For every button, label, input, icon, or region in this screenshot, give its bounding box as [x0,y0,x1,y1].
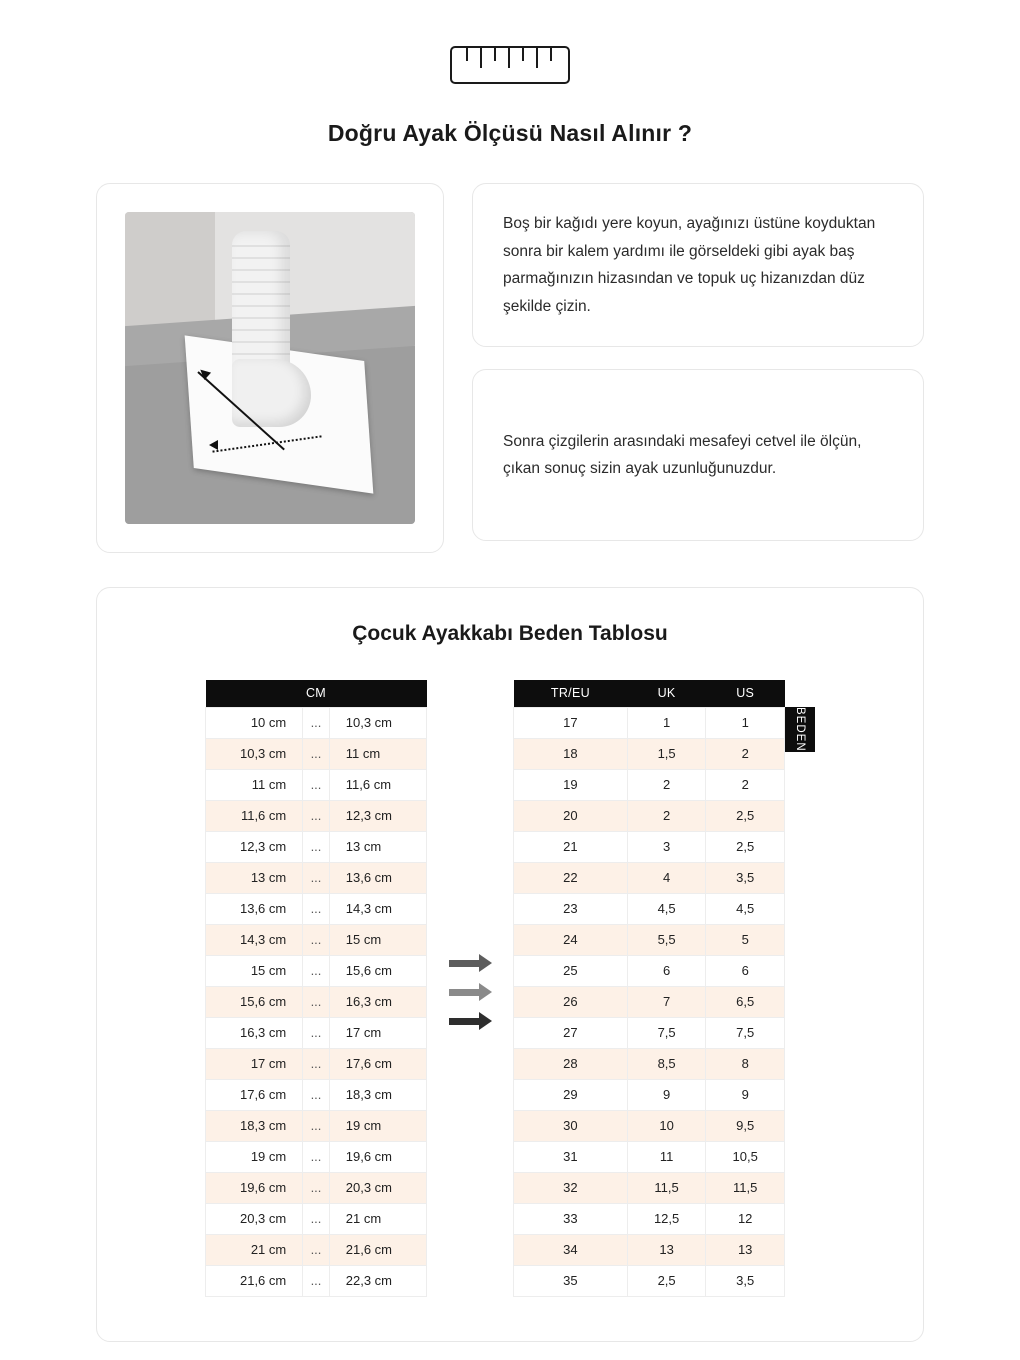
table-row [206,707,427,738]
table-row [514,738,785,769]
size-cell-uk: 11 [627,1141,706,1172]
size-cell-tr-eu: 19 [514,769,628,800]
cm-min-cell: 19,6 cm [206,1172,303,1203]
cm-min-cell: 19 cm [206,1141,303,1172]
size-cell-tr-eu: 33 [514,1203,628,1234]
size-cell-uk: 13 [627,1234,706,1265]
table-row [206,924,427,955]
size-cell-uk: 1 [627,707,706,738]
page-title: Doğru Ayak Ölçüsü Nasıl Alınır ? [327,120,693,146]
size-table-header-2: US [706,680,785,707]
table-row [514,1141,785,1172]
size-cell-us: 1 [706,707,785,738]
table-row [206,1079,427,1110]
size-table-card [96,587,924,1342]
table-row [514,1079,785,1110]
cm-max-cell: 16,3 cm [329,986,426,1017]
cm-separator-cell: ... [303,769,330,800]
size-cell-uk: 1,5 [627,738,706,769]
cm-max-cell: 17 cm [329,1017,426,1048]
cm-min-cell: 10 cm [206,707,303,738]
size-cell-us: 7,5 [706,1017,785,1048]
cm-separator-cell: ... [303,1172,330,1203]
cm-separator-cell: ... [303,1203,330,1234]
table-row [206,1048,427,1079]
instruction-texts [472,183,924,541]
cm-max-cell: 17,6 cm [329,1048,426,1079]
foot-measure-photo [125,212,415,524]
table-row [206,1172,427,1203]
size-table-header-0: TR/EU [514,680,628,707]
table-row [514,1048,785,1079]
table-row [514,893,785,924]
cm-max-cell: 21 cm [329,1203,426,1234]
size-cell-tr-eu: 28 [514,1048,628,1079]
size-cell-us: 2 [706,769,785,800]
table-row [206,986,427,1017]
cm-min-cell: 11 cm [206,769,303,800]
table-row [206,1017,427,1048]
size-cell-uk: 5,5 [627,924,706,955]
cm-min-cell: 13 cm [206,862,303,893]
cm-min-cell: 10,3 cm [206,738,303,769]
instruction-image-card [96,183,444,553]
size-cell-us: 2,5 [706,800,785,831]
table-row [514,800,785,831]
size-cell-tr-eu: 34 [514,1234,628,1265]
table-row [514,769,785,800]
cm-separator-cell: ... [303,862,330,893]
cm-min-cell: 20,3 cm [206,1203,303,1234]
cm-min-cell: 14,3 cm [206,924,303,955]
cm-max-cell: 21,6 cm [329,1234,426,1265]
cm-separator-cell: ... [303,1110,330,1141]
table-row [206,1110,427,1141]
table-row [206,1234,427,1265]
cm-min-cell: 18,3 cm [206,1110,303,1141]
table-row [514,986,785,1017]
cm-table [205,680,427,1297]
size-cell-tr-eu: 26 [514,986,628,1017]
cm-max-cell: 11 cm [329,738,426,769]
table-row [206,955,427,986]
size-cell-tr-eu: 21 [514,831,628,862]
size-cell-tr-eu: 32 [514,1172,628,1203]
table-row [206,831,427,862]
arrows-group [427,954,513,1030]
instruction-step-2 [472,369,924,541]
cm-min-cell: 17,6 cm [206,1079,303,1110]
table-row [514,707,785,738]
size-cell-us: 3,5 [706,862,785,893]
cm-min-cell: 21 cm [206,1234,303,1265]
size-cell-tr-eu: 35 [514,1265,628,1296]
size-cell-us: 8 [706,1048,785,1079]
cm-max-cell: 12,3 cm [329,800,426,831]
cm-max-cell: 19,6 cm [329,1141,426,1172]
table-row [514,1172,785,1203]
ruler-icon [450,46,570,84]
cm-max-cell: 19 cm [329,1110,426,1141]
size-cell-uk: 8,5 [627,1048,706,1079]
size-cell-uk: 2 [627,769,706,800]
arrow-icon-2 [449,983,492,1001]
size-cell-uk: 7,5 [627,1017,706,1048]
table-row [514,1017,785,1048]
size-cell-uk: 7 [627,986,706,1017]
size-table [513,680,785,1297]
size-cell-us: 10,5 [706,1141,785,1172]
size-cell-uk: 4 [627,862,706,893]
cm-separator-cell: ... [303,1079,330,1110]
cm-separator-cell: ... [303,1048,330,1079]
size-cell-us: 3,5 [706,1265,785,1296]
cm-min-cell: 12,3 cm [206,831,303,862]
size-cell-tr-eu: 30 [514,1110,628,1141]
table-row [514,862,785,893]
instruction-step-1: Boş bir kağıdı yere koyun, ayağınızı üstüne koyduktan sonra bir kalem yardımı ile görseldeki gibi ayak baş parmağınızın hizasından ve topuk uç hizanızdan düz şekilde çizin. [472,183,924,347]
cm-separator-cell: ... [303,1017,330,1048]
instruction-step-2-text: Sonra çizgilerin arasındaki mesafeyi cetvel ile ölçün, çıkan sonuç sizin ayak uzunluğunuzdur. [503,432,862,478]
table-row [514,1265,785,1296]
size-cell-us: 5 [706,924,785,955]
table-row [206,893,427,924]
size-cell-tr-eu: 18 [514,738,628,769]
size-cell-uk: 2 [627,800,706,831]
size-table-header-1: UK [627,680,706,707]
cm-max-cell: 11,6 cm [329,769,426,800]
size-cell-us: 11,5 [706,1172,785,1203]
size-cell-uk: 3 [627,831,706,862]
size-cell-uk: 10 [627,1110,706,1141]
cm-separator-cell: ... [303,707,330,738]
size-cell-us: 13 [706,1234,785,1265]
cm-max-cell: 20,3 cm [329,1172,426,1203]
size-cell-tr-eu: 17 [514,707,628,738]
cm-separator-cell: ... [303,893,330,924]
table-row [206,738,427,769]
table-row [514,1110,785,1141]
cm-min-cell: 13,6 cm [206,893,303,924]
cm-min-cell: 15 cm [206,955,303,986]
size-table-body [514,707,785,1296]
size-cell-us: 4,5 [706,893,785,924]
table-row [514,1234,785,1265]
cm-max-cell: 14,3 cm [329,893,426,924]
cm-min-cell: 11,6 cm [206,800,303,831]
size-cell-tr-eu: 22 [514,862,628,893]
table-row [514,831,785,862]
size-cell-tr-eu: 29 [514,1079,628,1110]
table-row [514,955,785,986]
beden-side-label [785,707,815,752]
cm-separator-cell: ... [303,955,330,986]
instructions-row [0,183,1020,553]
cm-separator-cell: ... [303,924,330,955]
size-table-title: Çocuk Ayakkabı Beden Tablosu [352,622,668,645]
cm-max-cell: 18,3 cm [329,1079,426,1110]
size-cell-tr-eu: 31 [514,1141,628,1172]
beden-side-label-text: BEDEN [794,707,806,752]
ruler-icon-wrap [0,0,1020,84]
cm-separator-cell: ... [303,800,330,831]
table-row [514,924,785,955]
cm-separator-cell: ... [303,986,330,1017]
size-cell-us: 2,5 [706,831,785,862]
cm-min-cell: 15,6 cm [206,986,303,1017]
table-row [206,1141,427,1172]
cm-separator-cell: ... [303,831,330,862]
size-cell-us: 2 [706,738,785,769]
size-cell-us: 12 [706,1203,785,1234]
size-cell-uk: 12,5 [627,1203,706,1234]
cm-max-cell: 13,6 cm [329,862,426,893]
size-cell-uk: 11,5 [627,1172,706,1203]
table-row [206,800,427,831]
arrow-icon-3 [449,1012,492,1030]
cm-separator-cell: ... [303,1141,330,1172]
cm-max-cell: 15 cm [329,924,426,955]
size-cell-us: 6 [706,955,785,986]
cm-separator-cell: ... [303,1234,330,1265]
size-cell-uk: 4,5 [627,893,706,924]
table-row [206,1203,427,1234]
size-table-header-row [514,680,785,707]
table-row [206,862,427,893]
tables-row [97,680,923,1297]
table-row [206,1265,427,1296]
size-cell-us: 9,5 [706,1110,785,1141]
size-cell-us: 9 [706,1079,785,1110]
cm-min-cell: 16,3 cm [206,1017,303,1048]
size-cell-uk: 2,5 [627,1265,706,1296]
cm-table-header: CM [206,680,427,707]
cm-separator-cell: ... [303,738,330,769]
cm-separator-cell: ... [303,1265,330,1296]
arrow-icon-1 [449,954,492,972]
size-cell-tr-eu: 23 [514,893,628,924]
table-row [514,1203,785,1234]
size-cell-uk: 6 [627,955,706,986]
cm-max-cell: 22,3 cm [329,1265,426,1296]
size-cell-tr-eu: 24 [514,924,628,955]
cm-max-cell: 13 cm [329,831,426,862]
cm-max-cell: 10,3 cm [329,707,426,738]
cm-min-cell: 17 cm [206,1048,303,1079]
cm-table-body [206,707,427,1296]
size-cell-tr-eu: 27 [514,1017,628,1048]
table-row [206,769,427,800]
cm-max-cell: 15,6 cm [329,955,426,986]
size-cell-tr-eu: 20 [514,800,628,831]
cm-min-cell: 21,6 cm [206,1265,303,1296]
size-cell-us: 6,5 [706,986,785,1017]
size-cell-tr-eu: 25 [514,955,628,986]
size-cell-uk: 9 [627,1079,706,1110]
